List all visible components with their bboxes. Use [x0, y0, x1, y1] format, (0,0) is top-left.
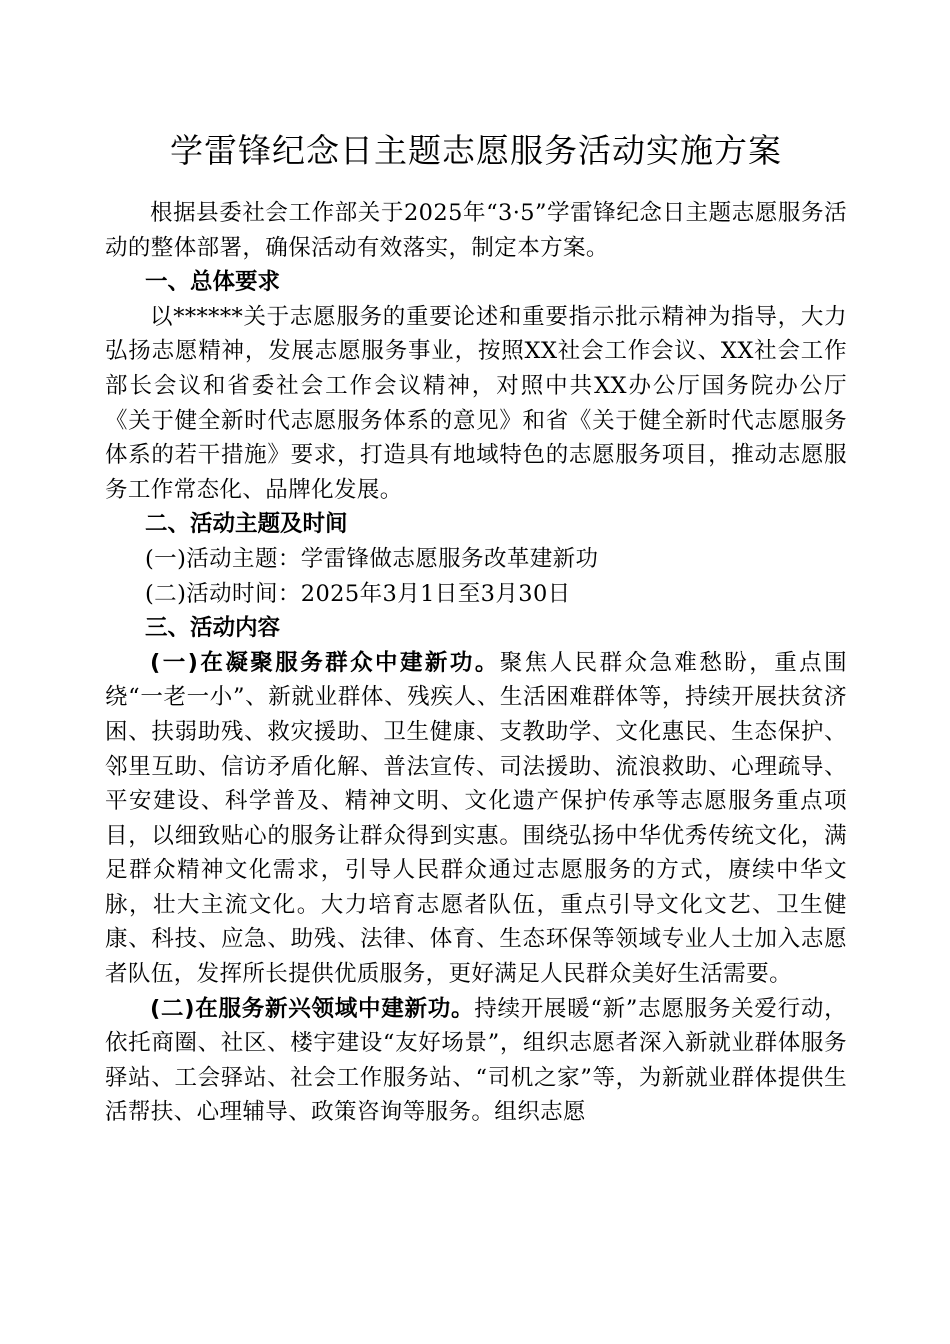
- intro-paragraph: 根据县委社会工作部关于2025年“3·5”学雷锋纪念日主题志愿服务活动的整体部署，确保活动有效落实，制定本方案。: [105, 200, 847, 261]
- activity-theme-item: (一)活动主题：学雷锋做志愿服务改革建新功: [145, 545, 599, 572]
- general-requirements-paragraph: 以******关于志愿服务的重要论述和重要指示批示精神为指导，大力弘扬志愿精神，发展志愿服务事业，按照XX社会工作会议、XX社会工作部长会议和省委社会工作会议精神，对照中共XX办公厅国务院办公厅《关于健全新时代志愿服务体系的意见》和省《关于健全新时代志愿服务体系的若干措施》要求，打造具有地域特色的志愿服务项目，推动志愿服务工作常态化、品牌化发展。: [105, 303, 847, 503]
- section-heading-general-requirements: 一、总体要求: [145, 269, 281, 296]
- section-heading-activity-content: 三、活动内容: [145, 615, 281, 642]
- content-lead-emerging-fields: (二)在服务新兴领域中建新功。: [150, 995, 475, 1022]
- section-heading-theme-and-time: 二、活动主题及时间: [145, 511, 348, 538]
- activity-time-item: (二)活动时间：2025年3月1日至3月30日: [145, 580, 571, 607]
- content-paragraph-emerging-fields: [105, 992, 847, 1130]
- document-title: 学雷锋纪念日主题志愿服务活动实施方案: [170, 131, 782, 170]
- content-body-serving-masses: 聚焦人民群众急难愁盼，重点围绕“一老一小”、新就业群体、残疾人、生活困难群体等，持续开展扶贫济困、扶弱助残、救灾援助、卫生健康、支教助学、文化惠民、生态保护、邻里互助、信访矛盾化解、普法宣传、司法援助、流浪救助、心理疏导、平安建设、科学普及、精神文明、文化遗产保护传承等志愿服务重点项目，以细致贴心的服务让群众得到实惠。围绕弘扬中华优秀传统文化，满足群众精神文化需求，引导人民群众通过志愿服务的方式，赓续中华文脉，壮大主流文化。大力培育志愿者队伍，重点引导文化文艺、卫生健康、科技、应急、助残、法律、体育、生态环保等领域专业人士加入志愿者队伍，发挥所长提供优质服务，更好满足人民群众美好生活需要。: [105, 649, 847, 988]
- content-body-emerging-fields: 持续开展暖“新”志愿服务关爱行动，依托商圈、社区、楼宇建设“友好场景”，组织志愿者深入新就业群体服务驿站、工会驿站、社会工作服务站、“司机之家”等，为新就业群体提供生活帮扶、心理辅导、政策咨询等服务。组织志愿: [105, 995, 847, 1126]
- content-lead-serving-masses: (一)在凝聚服务群众中建新功。: [150, 649, 500, 676]
- content-paragraph-serving-masses: [105, 646, 847, 992]
